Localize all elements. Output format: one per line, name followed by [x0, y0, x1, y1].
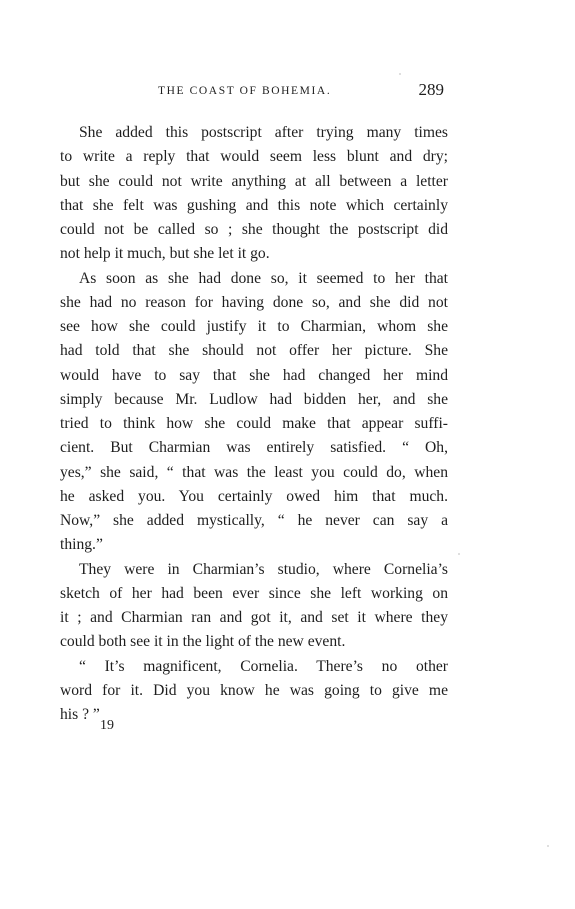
paper-speck — [399, 73, 401, 75]
text-line: not help it much, but she let it go. — [60, 245, 270, 263]
text-line: tried to think how she could make that appear suffi- — [60, 415, 448, 432]
text-line: had told that she should not offer her picture. She — [60, 342, 448, 360]
text-line: She added this postscript after trying many times — [79, 124, 448, 141]
text-line: thing.” — [60, 536, 103, 554]
text-line: As soon as she had done so, it seemed to her that — [79, 269, 448, 287]
paper-speck — [458, 553, 460, 555]
text-line: could both see it in the light of the new event. — [60, 633, 346, 651]
text-line: Now,” she added mystically, “ he never can say a — [60, 512, 448, 529]
text-line: yes,” she said, “ that was the least you could do, when — [60, 463, 448, 481]
text-line: They were in Charmian’s studio, where Cornelia’s — [79, 560, 448, 578]
text-line: she had no reason for having done so, and she did not — [60, 293, 448, 311]
text-line: to write a reply that would seem less blunt and dry; — [60, 148, 448, 166]
running-head — [60, 80, 448, 104]
text-line: simply because Mr. Ludlow had bidden her, and she — [60, 390, 448, 408]
text-line: he asked you. You certainly owed him that much. — [60, 487, 448, 505]
body-text — [60, 121, 448, 727]
text-line: word for it. Did you know he was going to give me — [60, 681, 448, 699]
text-line: it ; and Charmian ran and got it, and set it where they — [60, 609, 448, 626]
text-line: his ? ” — [60, 706, 100, 723]
text-line: but she could not write anything at all between a letter — [60, 172, 448, 190]
text-line: that she felt was gushing and this note which certainly — [60, 196, 448, 214]
paper-speck — [547, 845, 549, 847]
text-line: cient. But Charmian was entirely satisfied. “ Oh, — [60, 439, 448, 457]
page-number: 289 — [418, 80, 444, 99]
text-line: would have to say that she had changed her mind — [60, 366, 448, 384]
running-title: THE COAST OF BOHEMIA. — [158, 85, 332, 97]
text-line: could not be called so ; she thought the postscript did — [60, 221, 448, 238]
text-line: see how she could justify it to Charmian, whom she — [60, 318, 448, 335]
signature-mark: 19 — [100, 718, 114, 733]
text-line: sketch of her had been ever since she left working on — [60, 584, 448, 602]
text-line: “ It’s magnificent, Cornelia. There’s no other — [79, 657, 448, 675]
